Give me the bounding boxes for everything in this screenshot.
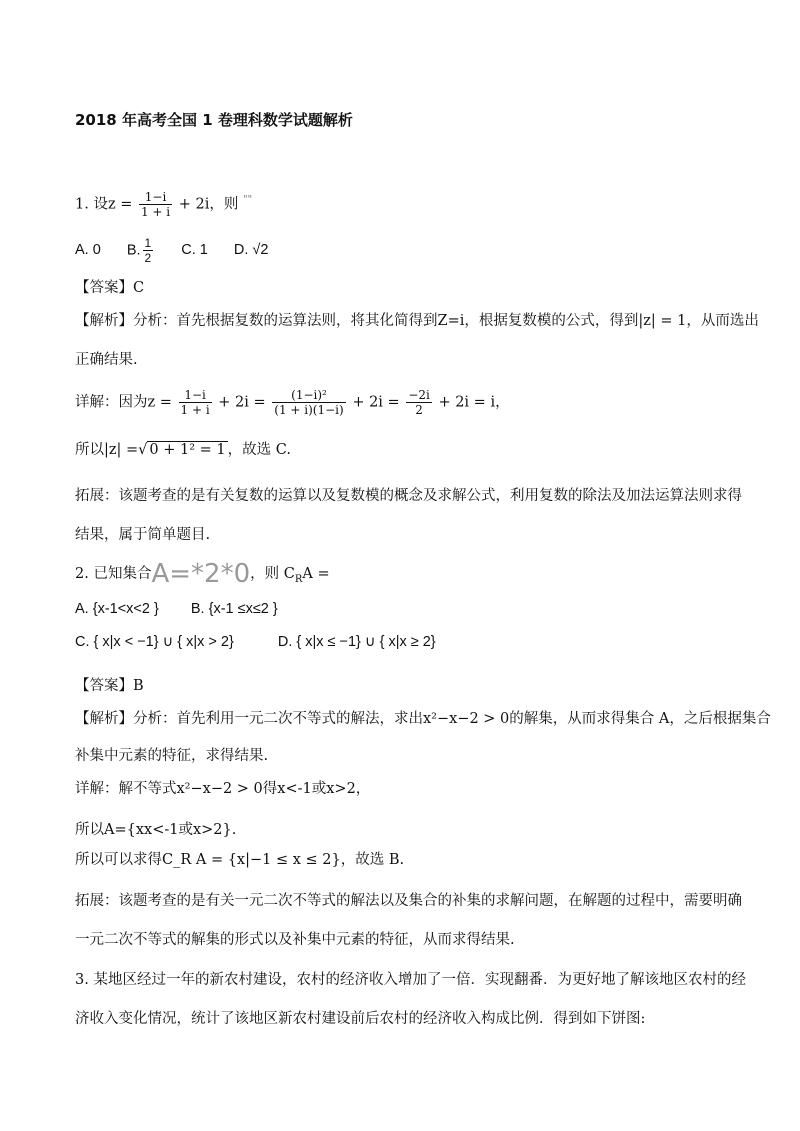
q2-so-2: 所以可以求得C_R A = {x|−1 ≤ x ≤ 2}，故选 B. (75, 852, 405, 868)
q1-detail: 详解：因为z = $\frac{1-i}{1 + i}$ + 2i = $\frac{\text{(1−i)²}}{(1 + i)(1-i)}$ + 2i = $\frac{-2i}{2}$ + 2i = i， (75, 388, 510, 417)
q2-analysis-2: 补集中元素的特征，求得结果. (75, 748, 269, 764)
q2-option-b: B. {x-1 ≤x≤2 } (190, 601, 278, 617)
q1-stem (75, 190, 252, 219)
sqrt-icon: √ (138, 442, 148, 458)
q2-ext-2: 一元二次不等式的解集的形式以及补集中元素的特征，从而求得结果. (75, 932, 515, 948)
q1-option-c: C. 1 (181, 242, 208, 259)
q1-marks: "" (242, 194, 253, 205)
q2-options-cd (75, 632, 458, 652)
q1-answer: 【答案】C (75, 280, 145, 296)
q1-option-a: A. 0 (75, 242, 101, 259)
q2-set-expression: A=*2*0 (151, 559, 251, 589)
q1-fraction: $\frac{1-i}{1 + i}$ (140, 190, 171, 219)
q1-ext-2: 结果，属于简单题目. (75, 527, 211, 543)
q1-so: 所以|z| =√ 0 + 1² = 1 ，故选 C. (75, 442, 291, 458)
q2-so-1: 所以A={xx<-1或x>2}. (75, 822, 237, 838)
q1-option-b: B. $\frac{1}{2}$ (126, 236, 152, 265)
q2-ext-1: 拓展：该题考查的是有关一元二次不等式的解法以及集合的补集的求解问题，在解题的过程中，需要明确 (75, 893, 742, 909)
q1-analysis-1: 【解析】分析：首先根据复数的运算法则，将其化简得到Z=i，根据复数模的公式，得到|z| = 1，从而选出 (75, 313, 759, 329)
q2-answer: 【答案】B (75, 678, 144, 694)
q1-ext-1: 拓展：该题考查的是有关复数的运算以及复数模的概念及求解公式，利用复数的除法及加法运算法则求得 (75, 488, 742, 504)
q2-option-a: A. {x-1<x<2 } (75, 601, 159, 617)
q1-option-d: D. √2 (233, 242, 269, 259)
q3-line-1: 3. 某地区经过一年的新农村建设，农村的经济收入增加了一倍．实现翻番．为更好地了解该地区农村的经 (75, 972, 746, 988)
q2-analysis-1: 【解析】分析：首先利用一元二次不等式的解法，求出x²−x−2 > 0的解集，从而求得集合 A，之后根据集合 (75, 711, 771, 727)
q1-suffix: + 2i，则 (178, 196, 239, 213)
q2-option-c: C. { x|x < −1} ∪ { x|x > 2} (75, 634, 234, 650)
q1-options (75, 236, 290, 265)
q2-stem: 2. 已知集合A=*2*0，则 $C_RA$ = (75, 559, 330, 589)
q2-option-d: D. { x|x ≤ −1} ∪ { x|x ≥ 2} (277, 634, 436, 650)
q2-options-ab (75, 599, 300, 619)
q2-detail: 详解：解不等式x²−x−2 > 0得x<-1或x>2， (75, 781, 371, 797)
q1-prefix: 1. 设z = (75, 196, 133, 213)
page-title: 2018 年高考全国 1 卷理科数学试题解析 (75, 111, 353, 129)
q3-line-2: 济收入变化情况，统计了该地区新农村建设前后农村的经济收入构成比例．得到如下饼图: (75, 1011, 646, 1027)
q1-analysis-2: 正确结果. (75, 352, 138, 368)
